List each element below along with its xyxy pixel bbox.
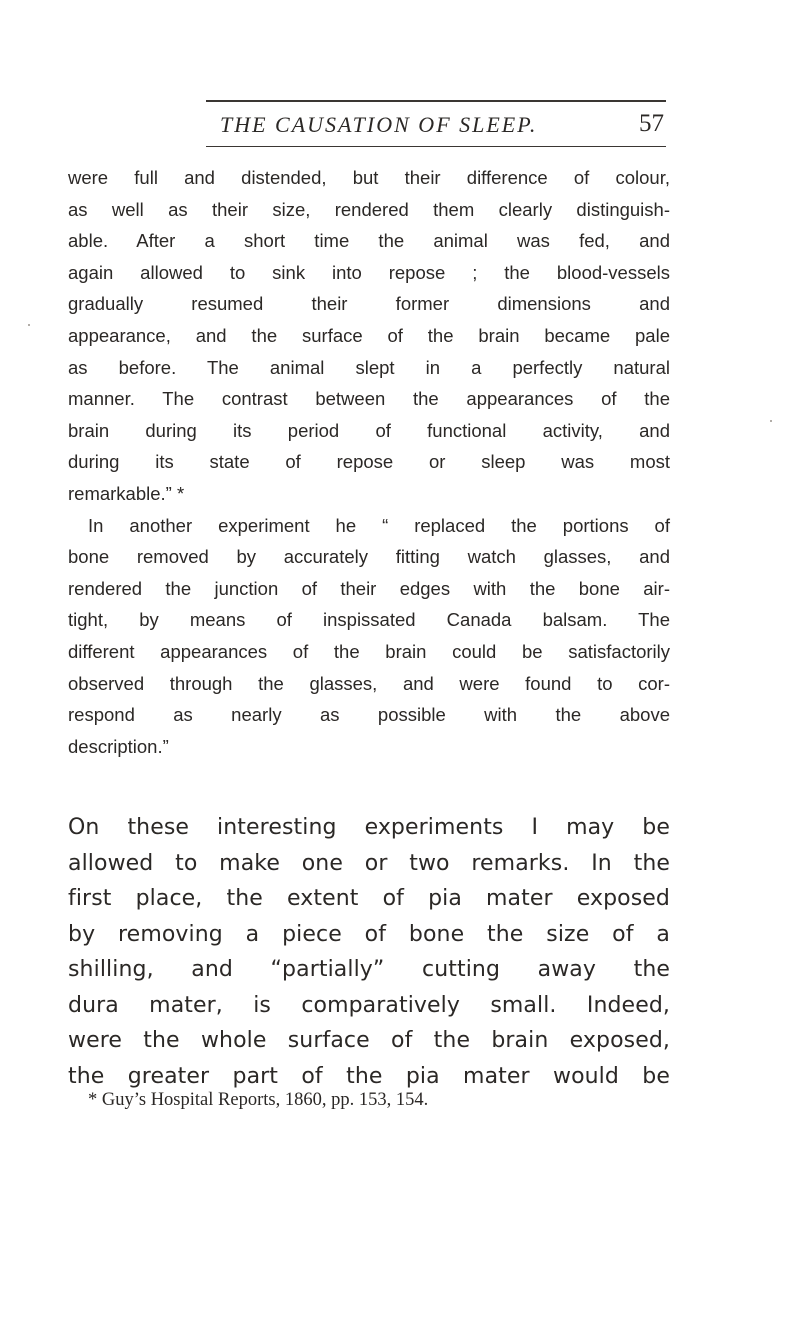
text-line: appearance, and the surface of the brain became pale (68, 324, 670, 346)
text-line: different appearances of the brain could be satisfactorily (68, 640, 670, 662)
text-line: during its state of repose or sleep was most (68, 451, 670, 473)
text-line: remarkable.” * (68, 482, 185, 504)
running-head (220, 112, 670, 146)
text-line: observed through the glasses, and were found to cor- (68, 672, 670, 694)
text-line: as before. The animal slept in a perfectly natural (68, 356, 670, 378)
text-line: manner. The contrast between the appearances of the (68, 388, 670, 410)
text-line: On these interesting experiments I may be (68, 815, 670, 840)
text-line: were full and distended, but their difference of colour, (68, 167, 670, 188)
header-bottom-rule (206, 146, 666, 147)
text-line: bone removed by accurately fitting watch glasses, and (68, 546, 670, 568)
text-line: shilling, and “partially” cutting away the (68, 957, 670, 982)
paper-speck (28, 324, 30, 326)
footnote: * Guy’s Hospital Reports, 1860, pp. 153, 154. (88, 1090, 429, 1110)
text-line: the greater part of the pia mater would be (68, 1063, 670, 1089)
text-line: respond as nearly as possible with the above (68, 704, 670, 726)
paper-speck (770, 420, 772, 422)
header-top-rule (206, 100, 666, 102)
text-line: In another experiment he “ replaced the portions of (88, 514, 670, 536)
text-line: by removing a piece of bone the size of a (68, 921, 670, 947)
text-line: brain during its period of functional activity, and (68, 419, 670, 441)
text-line: description.” (68, 735, 169, 757)
text-line: able. After a short time the animal was fed, and (68, 230, 670, 252)
text-line: dura mater, is comparatively small. Indeed, (68, 992, 670, 1018)
body-paragraph (68, 810, 670, 1094)
running-title: THE CAUSATION OF SLEEP. (220, 112, 538, 137)
text-line: first place, the extent of pia mater exposed (68, 886, 670, 911)
text-line: allowed to make one or two remarks. In the (68, 850, 670, 876)
text-line: as well as their size, rendered them clearly distinguish- (68, 198, 670, 220)
page-number: 57 (639, 110, 664, 137)
text-line: were the whole surface of the brain exposed, (68, 1028, 670, 1053)
quoted-passage (68, 162, 670, 762)
text-line: again allowed to sink into repose ; the blood-vessels (68, 261, 670, 283)
text-line: tight, by means of inspissated Canada balsam. The (68, 609, 670, 631)
text-line: rendered the junction of their edges with the bone air- (68, 577, 670, 599)
text-line: gradually resumed their former dimensions and (68, 293, 670, 315)
